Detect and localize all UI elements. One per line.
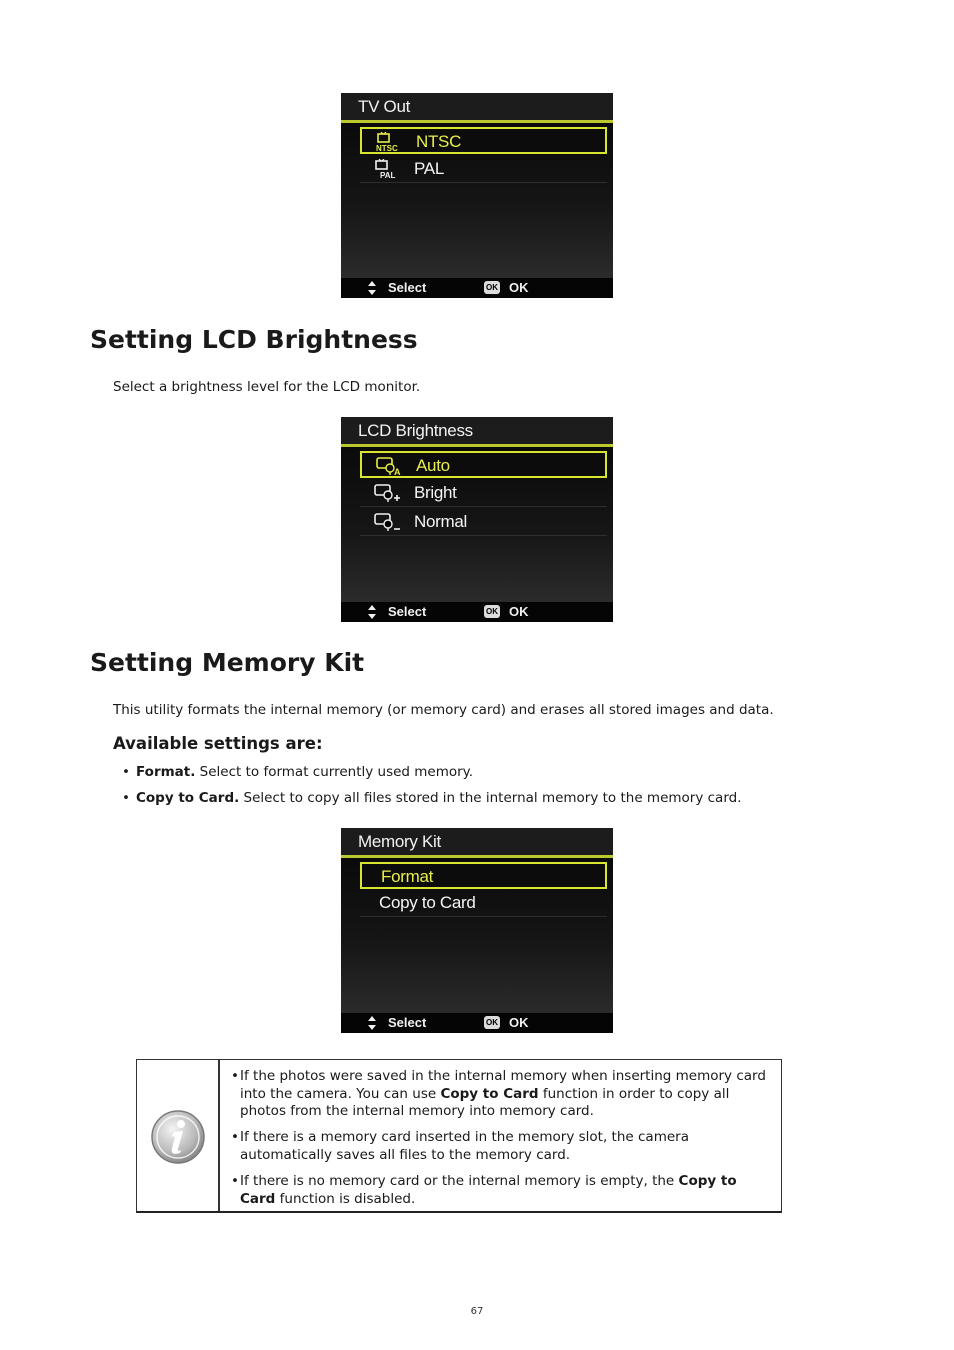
note-text: If there is no memory card or the internal memory is empty, the: [240, 1173, 679, 1189]
up-down-arrow-icon: [367, 280, 377, 296]
footer-ok-label: OK: [509, 280, 529, 295]
note-text: If the photos were saved in the internal memory when inserting memory card into the camera. You can use: [240, 1068, 766, 1102]
page-number: 67: [470, 1306, 484, 1317]
footer-ok-label: OK: [509, 604, 529, 619]
note-text: If there is a memory card inserted in the memory slot, the camera automatically saves all files to the memory card.: [240, 1129, 689, 1163]
note-bold-term: Copy to Card: [440, 1085, 539, 1102]
menu-title: LCD Brightness: [341, 417, 613, 447]
ok-button-icon: OK: [486, 283, 498, 292]
tv-ntsc-icon: [376, 132, 406, 152]
footer-select-label: Select: [388, 604, 427, 619]
menu-body: [341, 447, 613, 602]
list-item: • Format. Select to format currently used memory.: [122, 764, 474, 780]
footer-select-label: Select: [388, 1015, 427, 1030]
brightness-plus-icon: [374, 483, 404, 503]
list-item: • Copy to Card. Select to copy all files stored in the internal memory to the memory card.: [122, 790, 742, 806]
up-down-arrow-icon: [367, 604, 377, 620]
bullet-term: Format.: [136, 764, 196, 780]
up-down-arrow-icon: [367, 1015, 377, 1031]
menu-item-label: PAL: [414, 159, 444, 178]
menu-item-label: Auto: [416, 456, 450, 475]
note-box: [136, 1059, 782, 1213]
tv-icon-text: PAL: [380, 171, 396, 179]
section-heading-lcd-brightness: Setting LCD Brightness: [90, 325, 418, 354]
section-heading-memory-kit: Setting Memory Kit: [90, 648, 365, 677]
lcd-description: Select a brightness level for the LCD monitor.: [113, 379, 421, 395]
memory-description: This utility formats the internal memory (or memory card) and erases all stored images and data.: [113, 702, 774, 718]
bullet-term: Copy to Card.: [136, 790, 240, 806]
tv-out-menu-screenshot: [341, 93, 613, 298]
menu-item-label: Bright: [414, 483, 457, 502]
tv-pal-icon: [374, 159, 404, 179]
menu-item-format[interactable]: [360, 862, 607, 889]
note-bold-term: Copy to Card: [240, 1173, 737, 1207]
menu-item-pal[interactable]: [360, 156, 607, 183]
info-icon: [150, 1109, 206, 1165]
bullet-text: Select to format currently used memory.: [195, 764, 474, 780]
bullet-text: Select to copy all files stored in the internal memory to the memory card.: [239, 790, 742, 806]
menu-item-label: Format: [381, 867, 434, 886]
menu-item-bright[interactable]: [360, 480, 607, 507]
menu-body: [341, 123, 613, 278]
tv-icon-text: NTSC: [376, 144, 398, 152]
menu-title: Memory Kit: [341, 828, 613, 858]
menu-footer: [341, 602, 613, 622]
note-text: function in order to copy all photos from the internal memory into memory card.: [240, 1085, 730, 1119]
menu-title: TV Out: [341, 93, 613, 123]
menu-footer: [341, 278, 613, 298]
svg-text:A: A: [394, 467, 401, 476]
brightness-minus-icon: [374, 512, 404, 532]
menu-body: [341, 858, 613, 1013]
memory-kit-menu-screenshot: [341, 828, 613, 1033]
note-text: function is disabled.: [275, 1190, 416, 1207]
menu-item-copy-to-card[interactable]: [360, 890, 607, 917]
footer-ok-label: OK: [509, 1015, 529, 1030]
available-settings-heading: Available settings are:: [113, 734, 323, 753]
menu-item-ntsc[interactable]: [360, 127, 607, 154]
menu-footer: [341, 1013, 613, 1033]
note-list-item: • If there is a memory card inserted in the memory slot, the camera automatically saves all files to the memory card.: [231, 1129, 689, 1163]
footer-select-label: Select: [388, 280, 427, 295]
note-icon-cell: [137, 1060, 220, 1211]
menu-item-normal[interactable]: [360, 509, 607, 536]
brightness-auto-icon: [376, 456, 406, 476]
lcd-brightness-menu-screenshot: [341, 417, 613, 622]
ok-button-icon: OK: [486, 607, 498, 616]
ok-button-icon: OK: [486, 1018, 498, 1027]
note-list-item: • If the photos were saved in the internal memory when inserting memory card into the camera. You can use Copy to Card function in order to copy all photos from the internal memory into memory card.: [231, 1068, 766, 1119]
menu-item-label: NTSC: [416, 132, 462, 151]
menu-item-label: Copy to Card: [379, 893, 476, 912]
menu-item-auto[interactable]: [360, 451, 607, 478]
menu-item-label: Normal: [414, 512, 467, 531]
note-list-item: • If there is no memory card or the internal memory is empty, the Copy to Card function is disabled.: [231, 1173, 737, 1207]
